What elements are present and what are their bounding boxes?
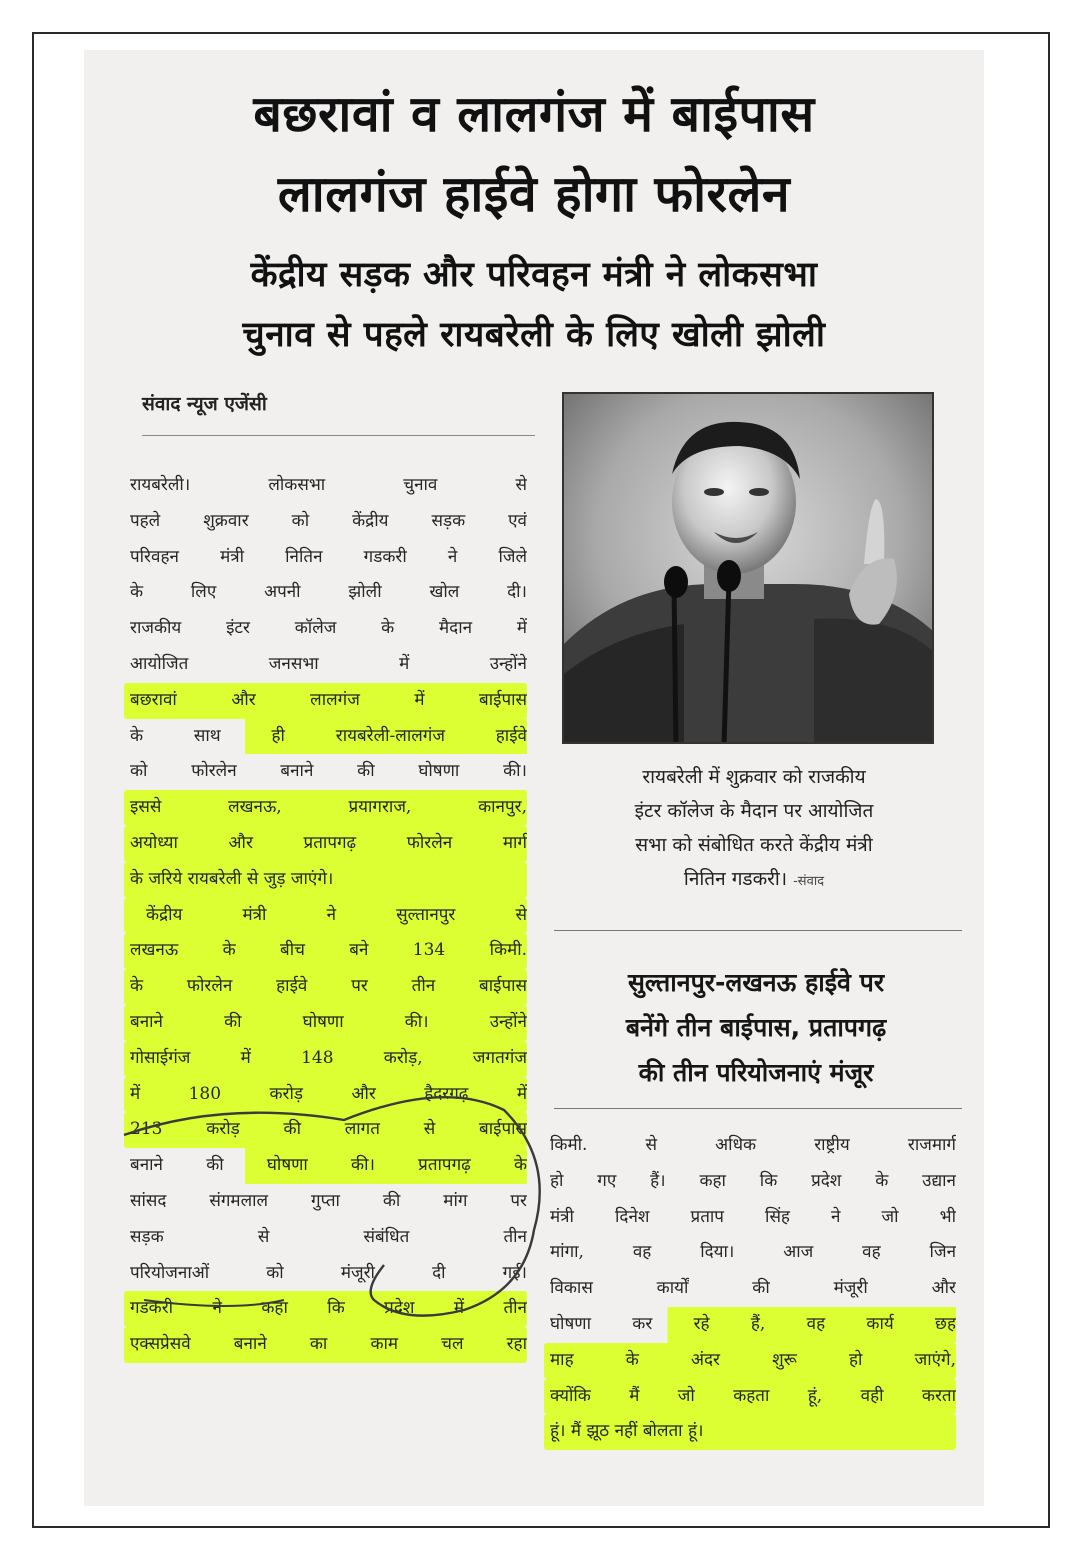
left-column-line: एक्सप्रेसवे बनाने का काम चल रहा bbox=[124, 1327, 527, 1363]
speaker-photo-image bbox=[564, 394, 934, 744]
left-column-line: लखनऊ के बीच बने 134 किमी. bbox=[124, 933, 527, 969]
right-column-line: मंत्री दिनेश प्रताप सिंह ने जो भी bbox=[550, 1206, 956, 1227]
left-column-line: केंद्रीय मंत्री ने सुल्तानपुर से bbox=[124, 898, 527, 934]
left-column-line: पहले शुक्रवार को केंद्रीय सड़क एवं bbox=[130, 510, 527, 531]
caption-line-1: रायबरेली में शुक्रवार को राजकीय bbox=[642, 766, 866, 788]
right-column-line: हो गए हैं। कहा कि प्रदेश के उद्यान bbox=[550, 1170, 956, 1191]
section-divider-top bbox=[554, 930, 962, 931]
byline: संवाद न्यूज एजेंसी bbox=[142, 393, 267, 415]
right-column-line: हूं। मैं झूठ नहीं बोलता हूं। bbox=[544, 1414, 956, 1450]
right-column-line: किमी. से अधिक राष्ट्रीय राजमार्ग bbox=[550, 1135, 956, 1155]
left-column-line: राजकीय इंटर कॉलेज के मैदान में bbox=[130, 618, 527, 639]
left-column-line: इससे लखनऊ, प्रयागराज, कानपुर, bbox=[124, 790, 527, 826]
left-column-line: बछरावां और लालगंज में बाईपास bbox=[124, 683, 527, 719]
caption-line-3: सभा को संबोधित करते केंद्रीय मंत्री bbox=[635, 834, 873, 856]
speaker-photo bbox=[562, 392, 934, 744]
photo-caption bbox=[554, 760, 954, 899]
left-column-line: के लिए अपनी झोली खोल दी। bbox=[130, 582, 527, 603]
left-column-line: बनाने की घोषणा की। उन्होंने bbox=[124, 1005, 527, 1041]
left-column-line: अयोध्या और प्रतापगढ़ फोरलेन मार्ग bbox=[124, 826, 527, 862]
left-column-line: में 180 करोड़ और हैदरगढ़ में bbox=[124, 1077, 527, 1113]
headline-line-2: लालगंज हाईवे होगा फोरलेन bbox=[277, 165, 791, 223]
secondary-subheadline-line-1: सुल्तानपुर-लखनऊ हाईवे पर bbox=[627, 968, 885, 997]
left-column-line: गडकरी ने कहा कि प्रदेश में तीन bbox=[124, 1291, 527, 1327]
headline-line-1: बछरावां व लालगंज में बाईपास bbox=[253, 85, 815, 143]
right-column-line: माह के अंदर शुरू हो जाएंगे, bbox=[544, 1343, 956, 1379]
left-column-line: सांसद संगमलाल गुप्ता की मांग पर bbox=[130, 1190, 527, 1211]
left-column-line: 213 करोड़ की लागत से बाईपास bbox=[124, 1112, 527, 1148]
left-column-line: के साथ ही रायबरेली-लालगंज हाईवे bbox=[124, 719, 527, 755]
left-column-line: बनाने की घोषणा की। प्रतापगढ़ के bbox=[124, 1148, 527, 1184]
left-column-line: के जरिये रायबरेली से जुड़ जाएंगे। bbox=[124, 862, 527, 898]
right-column-line: विकास कार्यों की मंजूरी और bbox=[550, 1278, 956, 1299]
left-column-line: के फोरलेन हाईवे पर तीन बाईपास bbox=[124, 969, 527, 1005]
left-column-line: परियोजनाओं को मंजूरी दी गई। bbox=[130, 1262, 527, 1283]
right-column-line: घोषणा कर रहे हैं, वह कार्य छह bbox=[544, 1307, 956, 1343]
caption-line-2: इंटर कॉलेज के मैदान पर आयोजित bbox=[634, 800, 874, 822]
subheadline-line-1: केंद्रीय सड़क और परिवहन मंत्री ने लोकसभा bbox=[250, 255, 818, 295]
subheadline-line-2: चुनाव से पहले रायबरेली के लिए खोली झोली bbox=[242, 315, 826, 355]
right-column-line: मांगा, वह दिया। आज वह जिन bbox=[550, 1242, 956, 1263]
left-column-line: को फोरलेन बनाने की घोषणा की। bbox=[130, 761, 527, 782]
newspaper-clipping bbox=[84, 50, 984, 1506]
left-column-line: रायबरेली। लोकसभा चुनाव से bbox=[130, 475, 527, 495]
left-column-line: सड़क से संबंधित तीन bbox=[130, 1226, 527, 1247]
left-column-line: परिवहन मंत्री नितिन गडकरी ने जिले bbox=[130, 546, 527, 567]
section-divider-bottom bbox=[554, 1108, 962, 1109]
right-column-line: क्योंकि मैं जो कहता हूं, वही करता bbox=[544, 1379, 956, 1415]
left-column-line: गोसाईगंज में 148 करोड़, जगतगंज bbox=[124, 1041, 527, 1077]
secondary-subheadline-line-3: की तीन परियोजनाएं मंजूर bbox=[638, 1058, 874, 1087]
secondary-subheadline bbox=[546, 960, 966, 1095]
left-column-text bbox=[124, 468, 527, 1363]
byline-divider bbox=[142, 435, 535, 436]
secondary-subheadline-line-2: बनेंगे तीन बाईपास, प्रतापगढ़ bbox=[625, 1013, 887, 1042]
caption-line-4 bbox=[554, 862, 954, 899]
right-column-text bbox=[544, 1128, 956, 1450]
photo-credit: -संवाद bbox=[793, 874, 825, 889]
caption-line-4-text: नितिन गडकरी। bbox=[683, 868, 788, 890]
left-column-line: आयोजित जनसभा में उन्होंने bbox=[130, 653, 527, 674]
